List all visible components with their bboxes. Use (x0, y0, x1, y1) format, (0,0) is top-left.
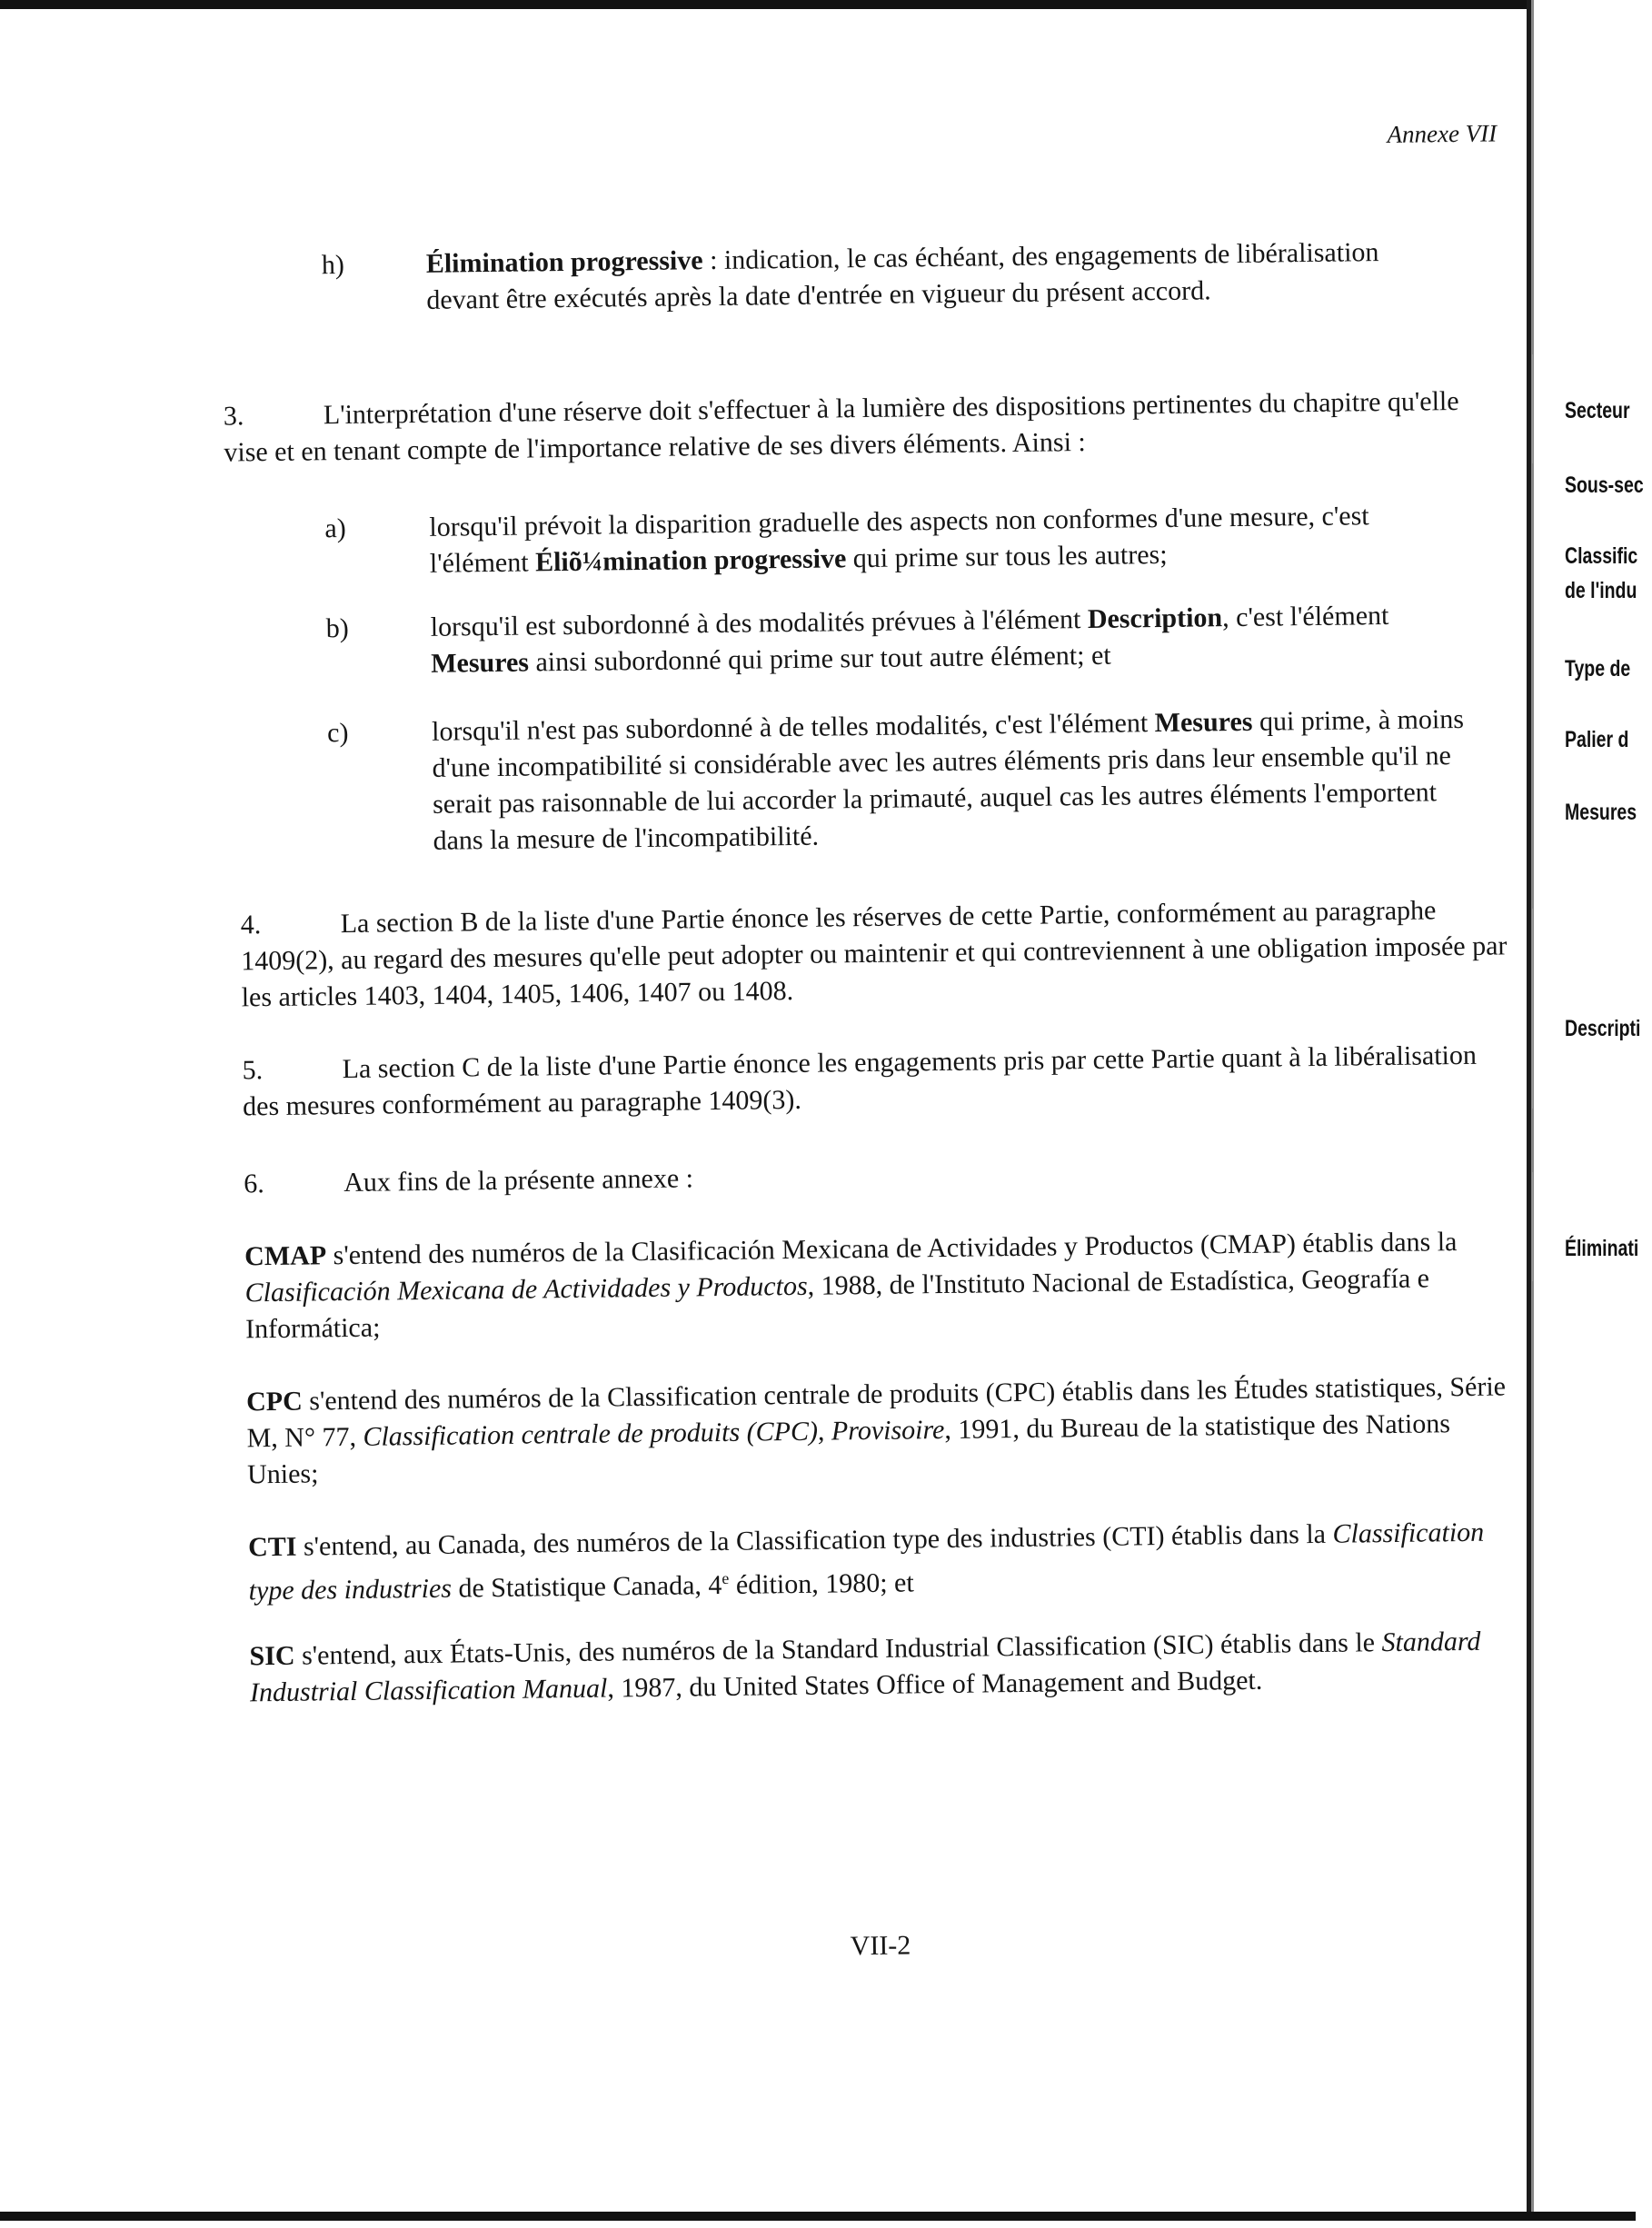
definition-term: SIC (249, 1640, 295, 1672)
running-head: Annexe VII (1387, 119, 1498, 148)
side-label: Classific (1565, 543, 1638, 569)
side-label: Descripti (1565, 1016, 1641, 1041)
item-text-post: ainsi subordonné qui prime sur tout autre élément; et (528, 640, 1111, 678)
side-margin-rule (1532, 354, 1533, 463)
item-text-post: qui prime, à moins d'une incompatibilité si considérable avec les autres éléments pris dans leur ensemble qu'il ne serait pas raisonnable de lui accorder la primauté, auquel cas les autres éléments l'emportent dans la mesure de l'incompatibilité. (432, 703, 1465, 856)
paragraph-5 (242, 1037, 1515, 1125)
definition-term: CTI (247, 1531, 297, 1563)
item-bold: Description (1087, 602, 1223, 635)
definition-italic: Classification type des industries (248, 1517, 1485, 1606)
definition-cmap (244, 1223, 1508, 1348)
paragraph-3 (224, 383, 1497, 472)
definition-text: , 1988, de l'Instituto Nacional de Estadística, Geografía e Informática; (244, 1263, 1430, 1345)
definition-text: , 1987, du United States Office of Management and Budget. (607, 1665, 1263, 1704)
side-label: Palier d (1565, 727, 1629, 752)
definition-cti (248, 1514, 1512, 1609)
definition-superscript: e (722, 1568, 730, 1588)
item-text (432, 701, 1478, 860)
definition-text: s'entend, aux États-Unis, des numéros de la Standard Industrial Classification (SIC) établis dans le (294, 1627, 1382, 1671)
side-label: de l'indu (1565, 578, 1637, 603)
item-bold: Mesures (1154, 706, 1253, 739)
list-item-c (227, 701, 1478, 862)
definition-text: s'entend des numéros de la Clasificación Mexicana de Actividades y Productos (CMAP) établis dans la (325, 1227, 1458, 1271)
item-label: h) (321, 249, 345, 281)
paragraph-4 (240, 891, 1513, 1016)
item-bold: Mesures (431, 647, 530, 679)
definition-text: édition, 1980; et (729, 1567, 914, 1600)
side-label: Mesures (1565, 800, 1637, 825)
side-label: Éliminati (1565, 1236, 1639, 1261)
side-margin-rule (1532, 909, 1533, 1109)
definition-cpc (246, 1368, 1510, 1493)
list-item-h (222, 234, 1390, 322)
paragraph-text: L'interprétation d'une réserve doit s'effectuer à la lumière des dispositions pertinentes du chapitre qu'elle vise et en tenant compte de l'importance relative de ses divers éléments. Ainsi : (224, 385, 1459, 468)
paragraph-6 (244, 1150, 1516, 1202)
side-label: Sous-sec (1565, 472, 1644, 498)
item-text (429, 497, 1475, 582)
paragraph-text: La section C de la liste d'une Partie énonce les engagements pris par cette Partie quant à la libéralisation des mesures conformément au paragraphe 1409(3). (242, 1039, 1478, 1122)
list-item-b (226, 597, 1477, 685)
adjacent-page-strip (1565, 0, 1652, 2221)
item-body: : indication, le cas échéant, des engagements de libéralisation devant être exécutés après la date d'entrée en vigueur du présent accord. (426, 237, 1379, 315)
item-text-pre: lorsqu'il prévoit la disparition graduelle des aspects non conformes d'une mesure, c'est l'élément (429, 501, 1369, 579)
definition-term: CMAP (244, 1240, 327, 1272)
definition-term: CPC (245, 1386, 303, 1417)
item-title: Élimination progressive (425, 245, 703, 279)
list-item-a (224, 497, 1475, 585)
page-number: VII-2 (850, 1930, 911, 1962)
paragraph-number: 3. (223, 401, 244, 432)
item-text-pre: lorsqu'il n'est pas subordonné à de telles modalités, c'est l'élément (431, 708, 1155, 747)
scan-bottom-edge (0, 2212, 1636, 2221)
definition-text: , 1991, du Bureau de la statistique des Nations Unies; (246, 1408, 1451, 1490)
definition-text: s'entend des numéros de la Classification centrale de produits (CPC) établis dans les Études statistiques, Série M, N° 77, (246, 1371, 1507, 1454)
paragraph-number: 6. (244, 1169, 264, 1199)
definition-italic: Classification centrale de produits (CPC), Provisoire (363, 1414, 945, 1452)
definition-text: de Statistique Canada, 4 (451, 1570, 722, 1604)
paragraph-text: Aux fins de la présente annexe : (343, 1163, 694, 1199)
item-label: c) (326, 717, 349, 749)
definition-text: s'entend, au Canada, des numéros de la Classification type des industries (CTI) établis dans la (296, 1518, 1333, 1562)
page-main (218, 0, 1522, 2228)
paragraph-number: 4. (240, 910, 262, 940)
item-label: b) (325, 612, 349, 644)
item-text (426, 234, 1390, 319)
side-label: Secteur (1565, 398, 1630, 423)
paragraph-text: La section B de la liste d'une Partie énonce les réserves de cette Partie, conformément au paragraphe 1409(2), au regard des mesures qu'elle peut adopter ou maintenir et qui contreviennent à une obligation imposée par les articles 1403, 1404, 1405, 1406, 1407 ou 1408. (241, 895, 1508, 1013)
definition-italic: Standard Industrial Classification Manual (249, 1626, 1481, 1708)
item-label: a) (324, 512, 346, 544)
item-text-post: qui prime sur tous les autres; (846, 539, 1168, 574)
page-fold-shadow (1531, 0, 1534, 2221)
side-label: Type de (1565, 656, 1631, 681)
item-text-pre: lorsqu'il est subordonné à des modalités prévues à l'élément (430, 604, 1089, 642)
item-text (430, 597, 1476, 682)
definition-sic (249, 1623, 1513, 1711)
definition-italic: Clasificación Mexicana de Actividades y Productos (244, 1270, 808, 1308)
side-margin-rule (1532, 1172, 1533, 1281)
item-bold: Éliõ¼mination progressive (534, 543, 847, 578)
paragraph-number: 5. (242, 1055, 264, 1086)
item-text-mid: , c'est l'élément (1221, 600, 1389, 633)
